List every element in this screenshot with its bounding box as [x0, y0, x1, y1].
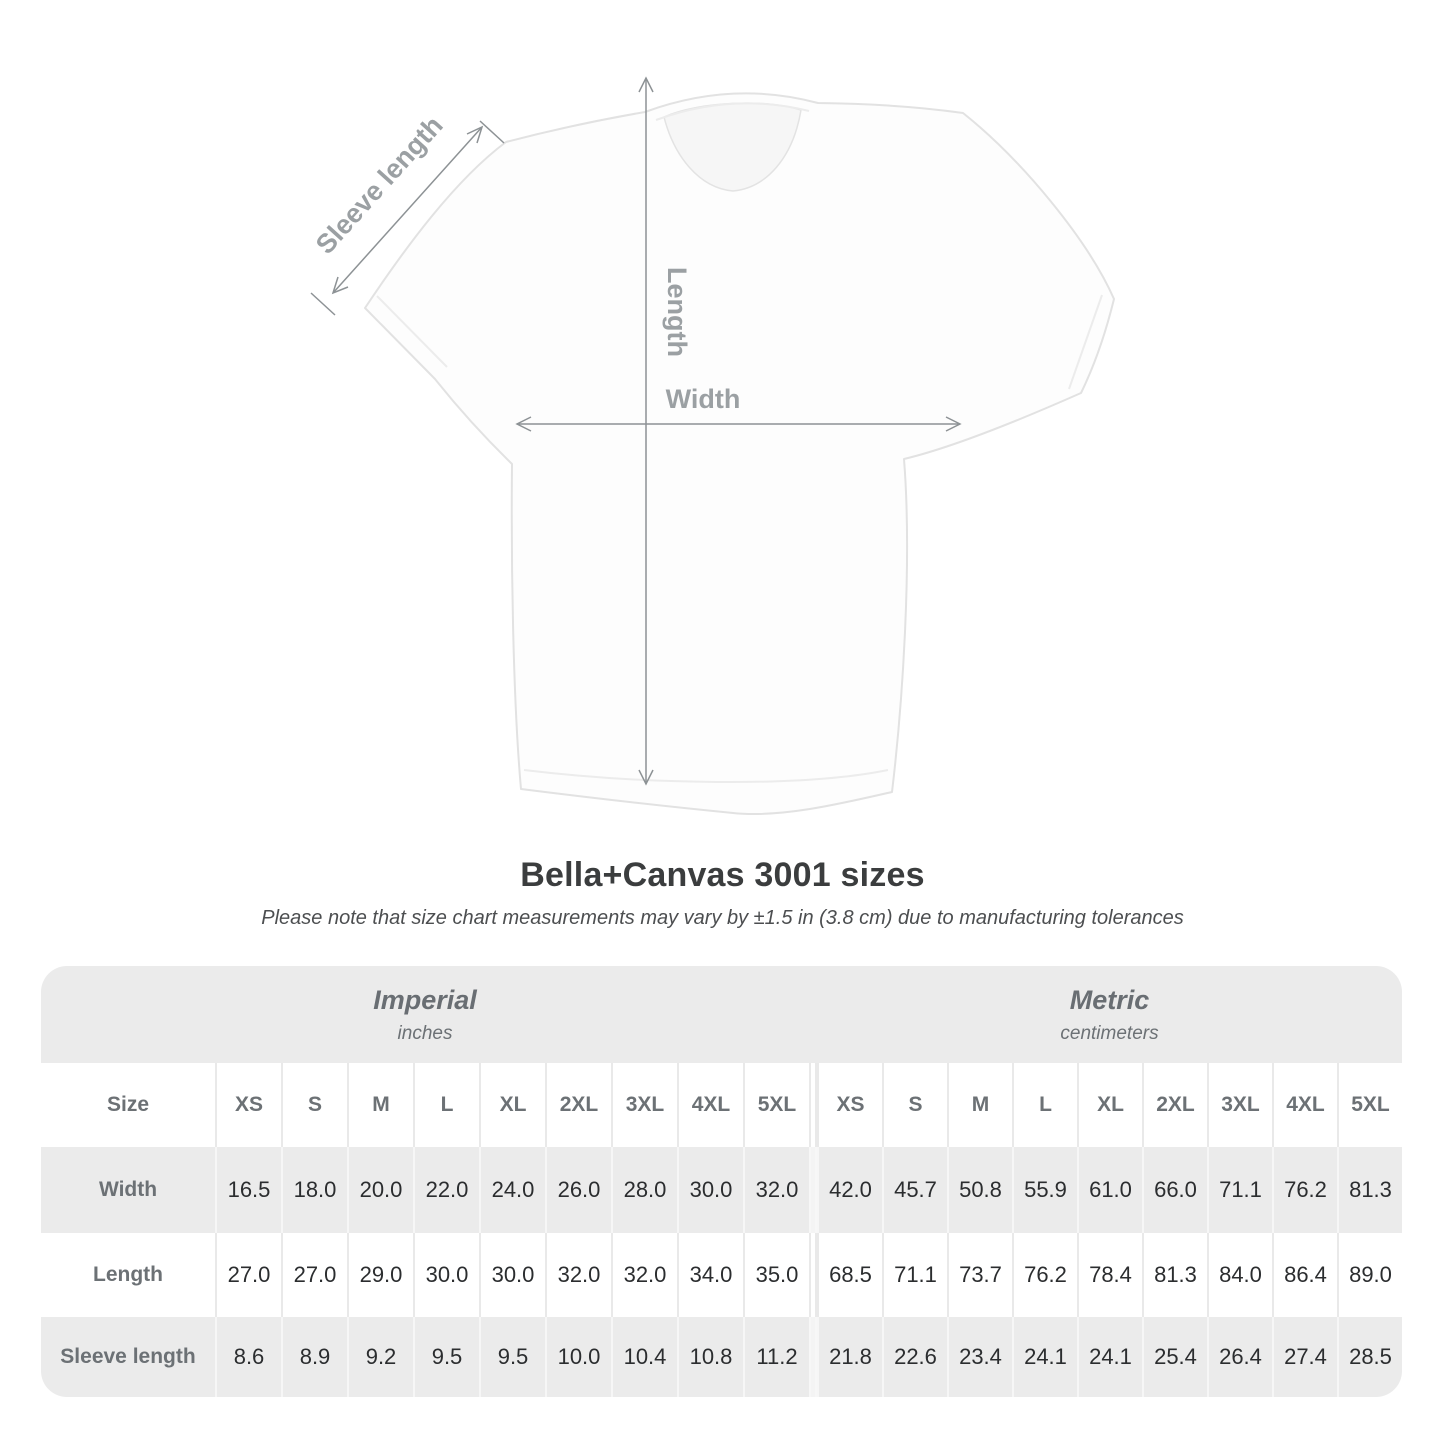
row-label: Sleeve length: [41, 1317, 215, 1397]
group-gap-band: [809, 966, 817, 1063]
metric-group-header-name: Metric: [1069, 984, 1150, 1015]
length-label: Length: [662, 267, 692, 357]
value-cell: 27.0: [281, 1233, 347, 1317]
value-cell: 32.0: [545, 1233, 611, 1317]
value-cell: 22.0: [413, 1147, 479, 1233]
row-label: Width: [41, 1147, 215, 1233]
size-header-cell: L: [1012, 1063, 1077, 1147]
value-cell: 78.4: [1077, 1233, 1142, 1317]
value-cell: 76.2: [1272, 1147, 1337, 1233]
value-cell: 27.4: [1272, 1317, 1337, 1397]
value-cell: 9.2: [347, 1317, 413, 1397]
value-cell: 10.4: [611, 1317, 677, 1397]
value-cell: 8.6: [215, 1317, 281, 1397]
size-header-cell: S: [882, 1063, 947, 1147]
row-label: Length: [41, 1233, 215, 1317]
size-header-cell: 5XL: [743, 1063, 809, 1147]
size-header-cell: 3XL: [1207, 1063, 1272, 1147]
sleeve-length-label: Sleeve length: [309, 110, 449, 260]
value-cell: 30.0: [413, 1233, 479, 1317]
value-cell: 81.3: [1142, 1233, 1207, 1317]
group-gap: [809, 1147, 817, 1233]
size-header-cell: 5XL: [1337, 1063, 1402, 1147]
size-header-cell: XL: [1077, 1063, 1142, 1147]
value-cell: 28.5: [1337, 1317, 1402, 1397]
tolerance-note: Please note that size chart measurements may vary by ±1.5 in (3.8 cm) due to manufacturing tolerances: [261, 907, 1184, 929]
width-label: Width: [665, 384, 741, 414]
size-header-cell: 2XL: [545, 1063, 611, 1147]
value-cell: 29.0: [347, 1233, 413, 1317]
size-header-cell: M: [347, 1063, 413, 1147]
value-cell: 30.0: [677, 1147, 743, 1233]
value-cell: 26.4: [1207, 1317, 1272, 1397]
value-cell: 24.1: [1012, 1317, 1077, 1397]
value-cell: 9.5: [479, 1317, 545, 1397]
value-cell: 10.8: [677, 1317, 743, 1397]
value-cell: 76.2: [1012, 1233, 1077, 1317]
value-cell: 42.0: [817, 1147, 882, 1233]
imperial-group-header-unit: inches: [397, 1022, 453, 1044]
value-cell: 28.0: [611, 1147, 677, 1233]
value-cell: 84.0: [1207, 1233, 1272, 1317]
size-header-cell: L: [413, 1063, 479, 1147]
value-cell: 61.0: [1077, 1147, 1142, 1233]
size-header-cell: S: [281, 1063, 347, 1147]
imperial-group-header-name: Imperial: [373, 984, 477, 1015]
value-cell: 11.2: [743, 1317, 809, 1397]
value-cell: 68.5: [817, 1233, 882, 1317]
value-cell: 66.0: [1142, 1147, 1207, 1233]
size-header-cell: 4XL: [1272, 1063, 1337, 1147]
value-cell: 24.0: [479, 1147, 545, 1233]
value-cell: 26.0: [545, 1147, 611, 1233]
size-header-cell: XS: [817, 1063, 882, 1147]
value-cell: 20.0: [347, 1147, 413, 1233]
size-header-cell: 4XL: [677, 1063, 743, 1147]
size-header-cell: XS: [215, 1063, 281, 1147]
group-gap: [809, 1233, 817, 1317]
value-cell: 32.0: [611, 1233, 677, 1317]
value-cell: 73.7: [947, 1233, 1012, 1317]
size-table-grid: [41, 966, 1402, 1397]
value-cell: 81.3: [1337, 1147, 1402, 1233]
size-header-cell: 2XL: [1142, 1063, 1207, 1147]
size-header-cell: M: [947, 1063, 1012, 1147]
value-cell: 86.4: [1272, 1233, 1337, 1317]
value-cell: 32.0: [743, 1147, 809, 1233]
metric-group-header-unit: centimeters: [1060, 1022, 1159, 1044]
value-cell: 71.1: [1207, 1147, 1272, 1233]
size-header-cell: XL: [479, 1063, 545, 1147]
value-cell: 27.0: [215, 1233, 281, 1317]
imperial-group-header: [41, 966, 809, 1063]
value-cell: 21.8: [817, 1317, 882, 1397]
value-cell: 8.9: [281, 1317, 347, 1397]
value-cell: 22.6: [882, 1317, 947, 1397]
value-cell: 24.1: [1077, 1317, 1142, 1397]
value-cell: 55.9: [1012, 1147, 1077, 1233]
value-cell: 89.0: [1337, 1233, 1402, 1317]
value-cell: 50.8: [947, 1147, 1012, 1233]
page-title: Bella+Canvas 3001 sizes: [520, 856, 925, 894]
size-column-header: Size: [41, 1063, 215, 1147]
group-gap: [809, 1317, 817, 1397]
heading-block: [0, 856, 1445, 930]
value-cell: 18.0: [281, 1147, 347, 1233]
value-cell: 34.0: [677, 1233, 743, 1317]
value-cell: 25.4: [1142, 1317, 1207, 1397]
tshirt-outline: [365, 93, 1114, 814]
value-cell: 71.1: [882, 1233, 947, 1317]
value-cell: 45.7: [882, 1147, 947, 1233]
value-cell: 9.5: [413, 1317, 479, 1397]
value-cell: 16.5: [215, 1147, 281, 1233]
size-header-cell: 3XL: [611, 1063, 677, 1147]
value-cell: 10.0: [545, 1317, 611, 1397]
value-cell: 30.0: [479, 1233, 545, 1317]
value-cell: 23.4: [947, 1317, 1012, 1397]
group-gap: [809, 1063, 817, 1147]
metric-group-header: [817, 966, 1402, 1063]
size-table: [41, 966, 1402, 1397]
value-cell: 35.0: [743, 1233, 809, 1317]
